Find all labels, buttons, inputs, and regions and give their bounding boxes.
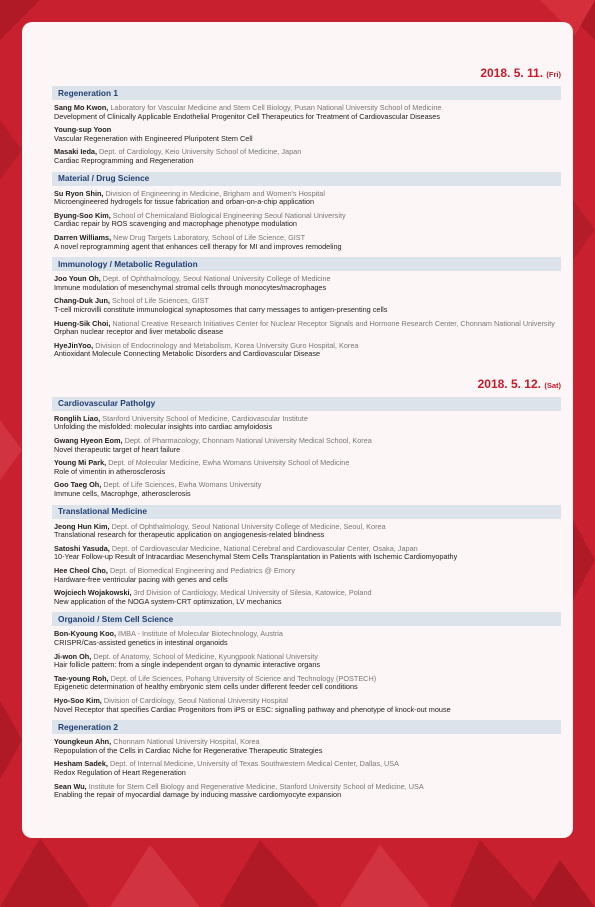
talk-item [52,567,561,584]
talk-item [52,589,561,606]
day-of-week: (Sat) [544,380,561,390]
speaker-name: Ronglih Liao, [54,413,101,423]
talk-title: New application of the NOGA system-CRT optimization, LV mechanics [54,596,282,606]
speaker-affiliation: Dept. of Life Sciences, Ewha Womans University [103,480,262,490]
talk-title: Immune modulation of mesenchymal stromal cells through monocytes/macrophages [54,282,327,292]
date-text: 2018. 5. 11. [480,66,544,80]
talk-item [52,297,561,314]
speaker-name: Wojciech Wojakowski, [54,588,132,598]
speaker-affiliation: Chonnam National University Hospital, Korea [113,737,260,747]
speaker-affiliation: Dept. of Anatomy, School of Medicine, Kyungpook National University [93,651,318,661]
talk-title: CRISPR/Cas-assisted genetics in intestinal organoids [54,637,228,647]
speaker-name: HyeJinYoo, [54,340,94,350]
day-date [52,377,561,393]
talk-item [52,481,561,498]
speaker-affiliation: Division of Cardiology, Seoul National University Hospital [103,695,288,705]
talk-title: A novel reprogramming agent that enhances cell therapy for MI and improves remodeling [54,241,342,251]
section-title: Organoid / Stem Cell Science [52,612,561,626]
speaker-name: Ji-won Oh, [54,651,92,661]
speaker-affiliation: Stanford University School of Medicine, Cardiovascular Institute [102,413,308,423]
speaker-name: Young-sup Yoon [54,125,112,135]
talk-item [52,320,561,337]
talk-title: Cardiac Reprogramming and Regeneration [54,155,194,165]
session-section [52,172,561,252]
speaker-name: Masaki Ieda, [54,147,97,157]
speaker-name: Hesham Sadek, [54,759,108,769]
talk-title: Redox Regulation of Heart Regeneration [54,767,186,777]
session-section [52,257,561,359]
section-title: Material / Drug Science [52,172,561,186]
talk-item [52,459,561,476]
talk-item [52,415,561,432]
talk-item [52,104,561,121]
section-title: Cardiovascular Patholgy [52,397,561,411]
speaker-name: Sean Wu, [54,781,87,791]
speaker-affiliation: Dept. of Life Sciences, Pohang University of Science and Technology (POSTECH) [110,673,377,683]
speaker-name: Sang Mo Kwon, [54,103,109,112]
speaker-name: Young Mi Park, [54,458,107,468]
speaker-affiliation: 3rd Division of Cardiology, Medical University of Silesia, Katowice, Poland [133,588,372,598]
talk-title: Repopulation of the Cells in Cardiac Niche for Regenerative Therapeutic Strategies [54,745,323,755]
speaker-affiliation: Dept. of Internal Medicine, University of Texas Southwestern Medical Center, Dallas, USA [109,759,400,769]
speaker-name: Chang-Duk Jun, [54,296,110,306]
talk-title: Microengineered hydrogels for tissue fabrication and orban-on-a-chip application [54,197,315,207]
speaker-name: Gwang Hyeon Eom, [54,436,123,446]
speaker-affiliation: School of Chemicaland Biological Engineering Seoul National University [112,210,346,220]
speaker-affiliation: Dept. of Molecular Medicine, Ewha Womans University School of Medicine [108,458,350,468]
talk-title: Cardiac repair by ROS scavenging and macrophage phenotype modulation [54,219,297,229]
session-section [52,505,561,607]
speaker-affiliation: Laboratory for Vascular Medicine and Stem Cell Biology, Pusan National University School of Medicine [110,103,442,112]
talk-item [52,783,561,800]
speaker-affiliation: Dept. of Cardiovascular Medicine, National Cerebral and Cardiovascular Center, Osaka, Japan [111,543,418,553]
speaker-affiliation: Dept. of Cardiology, Keio University School of Medicine, Japan [99,147,302,157]
section-title: Regeneration 2 [52,720,561,734]
talk-item [52,212,561,229]
speaker-affiliation: School of Life Sciences, GIST [111,296,209,306]
talk-title: Vascular Regeneration with Engineered Pluripotent Stem Cell [54,133,253,143]
speaker-name: Bon-Kyoung Koo, [54,629,117,639]
talk-title: Orphan nuclear receptor and liver metabolic disease [54,327,224,337]
speaker-name: Tae-young Roh, [54,673,109,683]
talk-item [52,234,561,251]
talk-item [52,653,561,670]
speaker-affiliation: Dept. of Ophthalmology, Seoul National University College of Medicine [102,274,331,284]
speaker-name: Goo Taeg Oh, [54,480,102,490]
talk-item [52,126,561,143]
talk-item [52,760,561,777]
talk-item [52,675,561,692]
speaker-affiliation: Division of Endocrinology and Metabolism, Korea University Guro Hospital, Korea [95,340,359,350]
session-section [52,397,561,499]
speaker-affiliation: Dept. of Pharmacology, Chonnam National University Medical School, Korea [124,436,372,446]
talk-title: Novel Receptor that specifies Cardiac Progenitors from iPS or ESC: signalling pathway and phenotype of knock-out mouse [54,704,451,714]
talk-title: Epigenetic determination of healthy embryonic stem cells under different feeder cell conditions [54,682,358,692]
speaker-name: Hee Cheol Cho, [54,566,108,575]
talk-item [52,545,561,562]
talk-item [52,342,561,359]
talk-item [52,437,561,454]
talk-item [52,630,561,647]
talk-item [52,697,561,714]
speaker-name: Satoshi Yasuda, [54,543,110,553]
talk-title: Hair follicle pattern: from a single independent organ to dynamic interactive organs [54,660,321,670]
talk-title: Translational research for therapeutic application on angiogenesis-related blindness [54,530,325,540]
session-section [52,720,561,800]
section-title: Regeneration 1 [52,86,561,100]
talk-title: Novel therapeutic target of heart failure [54,444,181,454]
day-of-week: (Fri) [546,70,561,79]
speaker-name: Jeong Hun Kim, [54,521,110,531]
speaker-affiliation: IMBA - Institute of Molecular Biotechnology, Austria [118,629,283,639]
speaker-affiliation: Dept. of Ophthalmology, Seoul National University College of Medicine, Seoul, Korea [111,521,386,531]
speaker-affiliation: Division of Engineering in Medicine, Brigham and Women's Hospital [105,188,325,198]
speaker-name: Hueng-Sik Choi, [54,318,111,328]
date-text: 2018. 5. 12. [477,376,541,391]
day-date [52,66,561,82]
speaker-name: Su Ryon Shin, [54,188,104,198]
talk-item [52,523,561,540]
program-card [22,22,573,838]
talk-title: 10-Year Follow-up Result of Intracardiac Mesenchymal Stem Cells Transplantation in Patients with Ischemic Cardiomyopathy [54,552,458,562]
talk-title: Unfolding the misfolded: molecular insights into cardiac amyloidosis [54,422,273,432]
speaker-affiliation: Institute for Stem Cell Biology and Regenerative Medicine, Stanford University School of Medicine, USA [88,781,424,791]
talk-title: Role of vimentin in atherosclerosis [54,466,166,476]
talk-item [52,275,561,292]
speaker-name: Hyo-Soo Kim, [54,695,102,705]
speaker-name: Youngkeun Ahn, [54,737,112,747]
speaker-name: Byung-Soo Kim, [54,210,111,220]
talk-item [52,148,561,165]
talk-title: Immune cells, Macrophge, atherosclerosis [54,489,191,499]
talk-item [52,738,561,755]
speaker-name: Darren Williams, [54,232,112,242]
talk-title: T-cell microvilli constitute immunological synaptosomes that carry messages to antigen-presenting cells [54,304,388,314]
speaker-affiliation: Dept. of Biomedical Engineering and Pediatrics @ Emory [109,566,296,575]
talk-item [52,190,561,207]
talk-title: Development of Clinically Applicable Endothelial Progenitor Cell Therapeutics for Treatment of Cardiovascular Diseases [54,111,440,121]
session-section [52,86,561,166]
section-title: Translational Medicine [52,505,561,519]
talk-title: Antioxidant Molecule Connecting Metabolic Disorders and Cardiovascular Disease [54,349,321,359]
speaker-affiliation: New Drug Targets Laboratory, School of Life Science, GIST [113,232,306,242]
speaker-name: Joo Youn Oh, [54,274,101,284]
speaker-affiliation: National Creative Research Initiatives Center for Nuclear Receptor Signals and Hormone Research Center, Chonnam National University [112,318,555,328]
session-section [52,612,561,714]
talk-title: Enabling the repair of myocardial damage by inducing massive cardiomyocyte expansion [54,790,342,800]
section-title: Immunology / Metabolic Regulation [52,257,561,271]
talk-title: Hardware-free ventricular pacing with genes and cells [54,574,228,584]
